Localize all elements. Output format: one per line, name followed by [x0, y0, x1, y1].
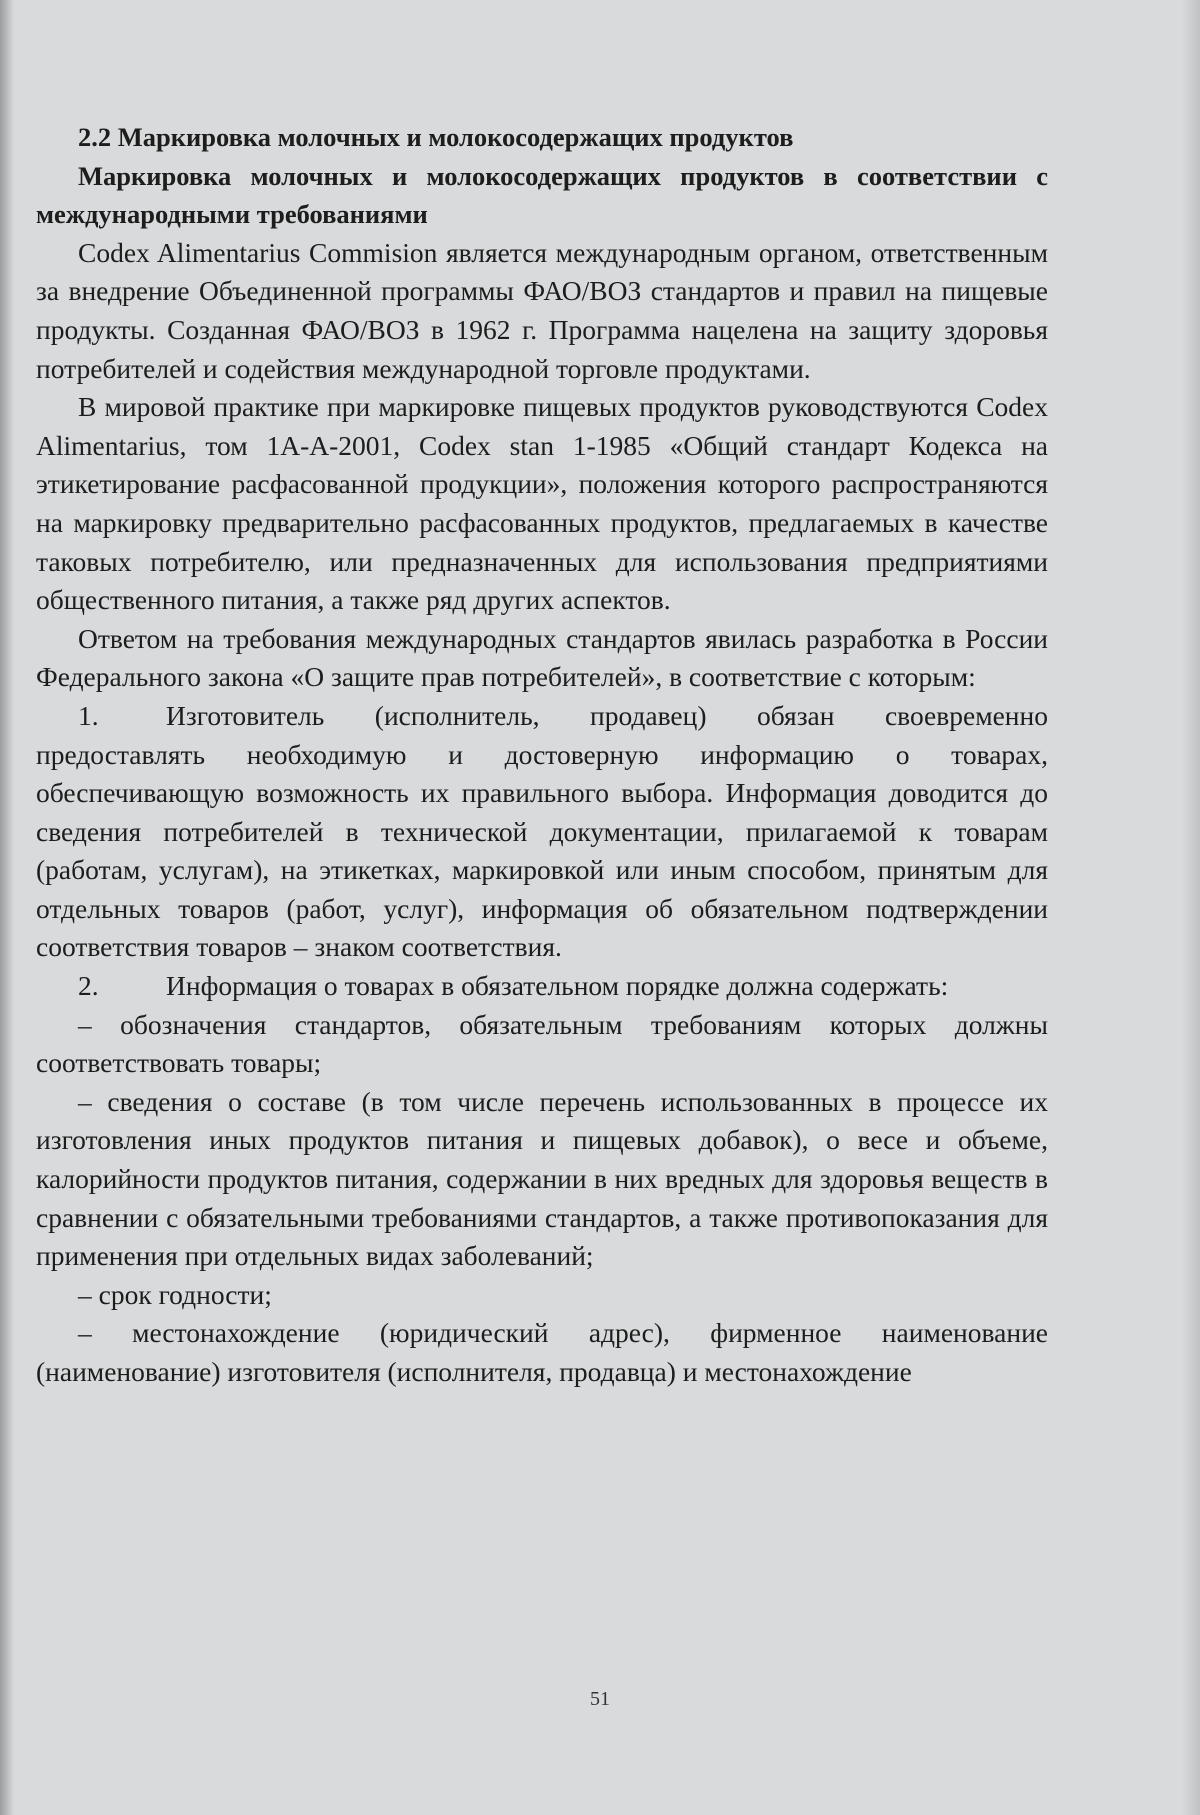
- list-item-2: [36, 967, 1048, 1006]
- dash-item-standards: – обозначения стандартов, обязательным требованиям которых должны соответствовать товары;: [36, 1008, 1048, 1079]
- paragraph-codex: Codex Alimentarius Commision является международным органом, ответственным за внедрение Объединенной программы ФАО/ВОЗ стандартов и правил на пищевые продукты. Созданная ФАО/ВОЗ в 1962 г. Программа нацелена на защиту здоровья потребителей и содействия международной торговле продуктами.: [36, 236, 1048, 384]
- paragraph-world-practice: В мировой практике при маркировке пищевых продуктов руководствуются Codex Alimentarius, том 1А-А-2001, Codex stan 1-1985 «Общий стандарт Кодекса на этикетирование расфасованной продукции», положения которого распространяются на маркировку предварительно расфасованных продуктов, предлагаемых в качестве таковых потребителю, или предназначенных для использования предприятиями общественного питания, а также ряд других аспектов.: [36, 391, 1048, 616]
- subsection-title: Маркировка молочных и молокосодержащих продуктов в соответствии с международными требованиями: [36, 160, 1048, 230]
- page-binding-shadow: [0, 0, 14, 1815]
- section-title: 2.2 Маркировка молочных и молокосодержащих продуктов: [78, 122, 794, 152]
- dash-item-shelf-life: – срок годности;: [78, 1278, 272, 1310]
- list-item-1-text: Изготовитель (исполнитель, продавец) обязан своевременно предоставлять необходимую и достоверную информацию о товарах, обеспечивающую возможность их правильного выбора. Информация доводится до сведения потребителей в технической документации, прилагаемой к товарам (работам, услугам), на этикетках, маркировкой или иным способом, принятым для отдельных товаров (работ, услуг), информация об обязательном подтверждении соответствия товаров – знаком соответствия.: [36, 699, 1048, 963]
- dash-item-location: – местонахождение (юридический адрес), фирменное наименование (наименование) изготовителя (исполнителя, продавца) и местонахождение: [36, 1317, 1048, 1387]
- list-item-1: [36, 697, 1048, 967]
- page-number: 51: [590, 1688, 610, 1710]
- list-item-1-number: 1.: [78, 699, 99, 731]
- list-item-2-number: 2.: [78, 970, 99, 1002]
- list-item-2-text: Информация о товарах в обязательном порядке должна содержать:: [166, 970, 949, 1002]
- dash-item-composition: – сведения о составе (в том числе перечень использованных в процессе их изготовления иных продуктов питания и пищевых добавок), о весе и объеме, калорийности продуктов питания, содержании в них вредных для здоровья веществ в сравнении с обязательными требованиями стандартов, а также противопоказания для применения при отдельных видах заболеваний;: [36, 1085, 1048, 1272]
- paragraph-federal-law: Ответом на требования международных стандартов явилась разработка в России Федерального закона «О защите прав потребителей», в соответствие с которым:: [36, 622, 1048, 693]
- page-edge-shadow: [1182, 0, 1200, 1815]
- page-content: [36, 118, 1048, 1392]
